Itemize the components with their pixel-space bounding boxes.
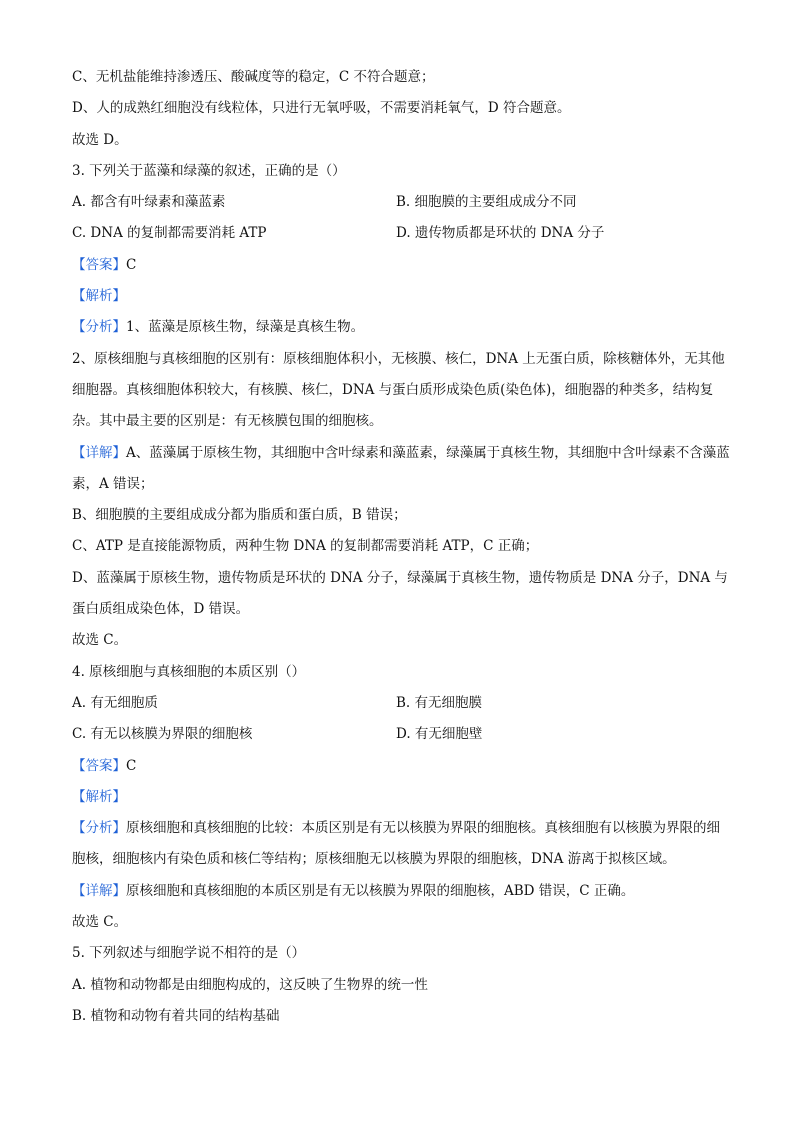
q4-options-row-2 (72, 719, 732, 750)
q3-detail-b: B、细胞膜的主要组成成分都为脂质和蛋白质，B 错误； (72, 507, 407, 524)
q3-answer (72, 250, 732, 281)
q3-analysis-tag-text: 【解析】 (72, 288, 126, 305)
q5-stem: 5. 下列叙述与细胞学说不相符的是（） (72, 945, 306, 962)
q3-conclusion: 故选 C。 (72, 632, 128, 649)
q3-fenxi-1-text: 1、蓝藻是原核生物，绿藻是真核生物。 (126, 319, 365, 336)
q3-options-row-1 (72, 187, 732, 218)
q3-stem: 3. 下列关于蓝藻和绿藻的叙述，正确的是（） (72, 162, 346, 179)
q3-fenxi-2: 2、原核细胞与真核细胞的区别有：原核细胞体积小，无核膜、核仁，DNA 上无蛋白质，除核糖体外，无其他细胞器。真核细胞体积较大，有核膜、核仁，DNA 与蛋白质形成染色质(染色体)，细胞器的种类多，结构复杂。其中最主要的区别是：有无核膜包围的细胞核。 (72, 350, 725, 430)
q4-option-d: D. 有无细胞壁 (396, 726, 483, 743)
q4-answer (72, 751, 732, 782)
q4-fenxi (72, 813, 732, 876)
q4-fenxi-text: 原核细胞和真核细胞的比较：本质区别是有无以核膜为界限的细胞核。真核细胞有以核膜为界限的细胞核，细胞核内有染色质和核仁等结构；原核细胞无以核膜为界限的细胞核，DNA 游离于拟核区域。 (72, 820, 720, 868)
q4-stem: 4. 原核细胞与真核细胞的本质区别（） (72, 663, 306, 680)
q4-analysis-tag (72, 782, 732, 813)
q4-analysis-tag-text: 【解析】 (72, 788, 126, 805)
q3-analysis-tag (72, 281, 732, 312)
q4-answer-value: C (126, 757, 137, 774)
q3-option-d: D. 遗传物质都是环状的 DNA 分子 (396, 225, 605, 242)
q3-options-row-2 (72, 218, 732, 249)
q3-option-a: A. 都含有叶绿素和藻蓝素 (72, 194, 226, 211)
prev-option-d-explanation: D、人的成熟红细胞没有线粒体，只进行无氧呼吸，不需要消耗氧气，D 符合题意。 (72, 100, 571, 117)
q4-detail-text: 原核细胞和真核细胞的本质区别是有无以核膜为界限的细胞核，ABD 错误，C 正确。 (126, 882, 635, 899)
q4-detail (72, 876, 732, 907)
q3-answer-tag: 【答案】 (72, 256, 126, 273)
prev-conclusion: 故选 D。 (72, 131, 128, 148)
prev-option-c-explanation: C、无机盐能维持渗透压、酸碱度等的稳定，C 不符合题意； (72, 69, 435, 85)
q3-detail-a (72, 438, 732, 501)
q5-option-b: B. 植物和动物有着共同的结构基础 (72, 1007, 280, 1024)
document-page (72, 62, 732, 1032)
q5-option-a: A. 植物和动物都是由细胞构成的，这反映了生物界的统一性 (72, 976, 428, 993)
q3-detail-c: C、ATP 是直接能源物质，两种生物 DNA 的复制都需要消耗 ATP，C 正确； (72, 538, 539, 555)
q3-answer-value: C (126, 256, 137, 273)
q3-detail-a-text: A、蓝藻属于原核生物，其细胞中含叶绿素和藻蓝素，绿藻属于真核生物，其细胞中含叶绿素不含藻蓝素，A 错误； (72, 444, 730, 492)
q4-answer-tag: 【答案】 (72, 757, 126, 774)
q3-option-b: B. 细胞膜的主要组成成分不同 (396, 194, 577, 211)
q4-fenxi-tag: 【分析】 (72, 820, 126, 837)
q3-detail-d: D、蓝藻属于原核生物，遗传物质是环状的 DNA 分子，绿藻属于真核生物，遗传物质是 DNA 分子，DNA 与蛋白质组成染色体，D 错误。 (72, 569, 728, 618)
q4-option-b: B. 有无细胞膜 (396, 694, 483, 711)
q4-option-a: A. 有无细胞质 (72, 694, 158, 711)
q4-options-row-1 (72, 688, 732, 719)
q3-option-c: C. DNA 的复制都需要消耗 ATP (72, 225, 267, 242)
q3-fenxi-tag: 【分析】 (72, 319, 126, 336)
q4-detail-tag: 【详解】 (72, 882, 126, 899)
q3-fenxi-1 (72, 312, 732, 343)
q4-option-c: C. 有无以核膜为界限的细胞核 (72, 726, 253, 743)
q3-detail-tag: 【详解】 (72, 444, 126, 461)
q4-conclusion: 故选 C。 (72, 914, 128, 931)
